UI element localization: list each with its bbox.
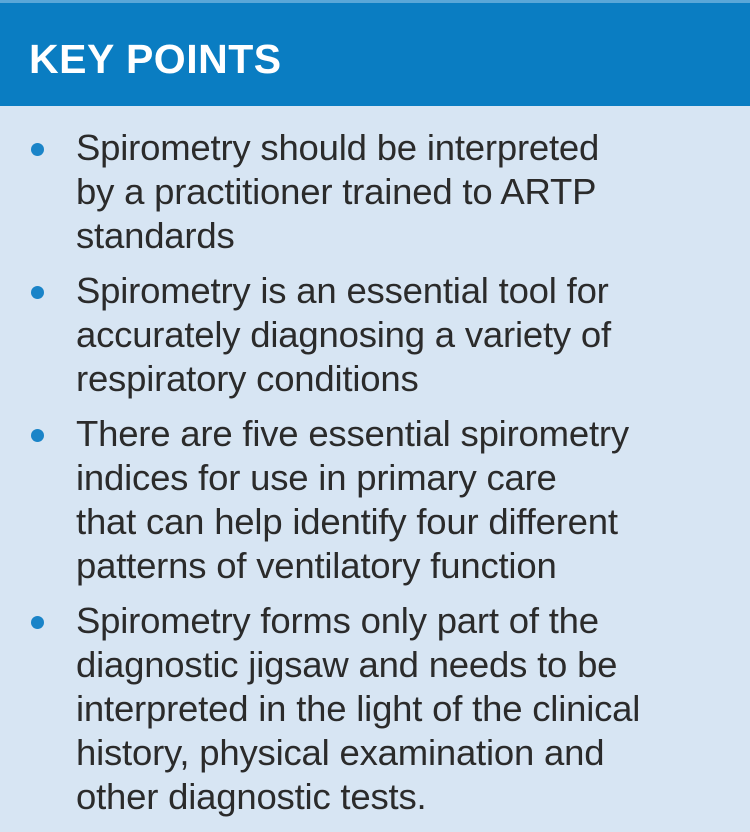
header-title: KEY POINTS — [29, 36, 282, 82]
key-point-line: other diagnostic tests. — [76, 776, 427, 817]
key-point-line: history, physical examination and — [76, 732, 605, 773]
bullet-icon — [31, 616, 44, 629]
key-point-line: accurately diagnosing a variety of — [76, 314, 611, 355]
key-point-line: Spirometry is an essential tool for — [76, 270, 609, 311]
key-point-line: patterns of ventilatory function — [76, 545, 557, 586]
key-points-list — [0, 126, 750, 830]
bullet-icon — [31, 286, 44, 299]
key-point-line: Spirometry should be interpreted — [76, 127, 600, 168]
key-point-line: standards — [76, 215, 235, 256]
key-point-line: interpreted in the light of the clinical — [76, 688, 641, 729]
key-point-item — [0, 269, 750, 401]
key-point-line: that can help identify four different — [76, 501, 618, 542]
key-point-item — [0, 126, 750, 258]
key-points-header — [0, 0, 750, 106]
key-point-line: Spirometry forms only part of the — [76, 600, 599, 641]
key-point-line: diagnostic jigsaw and needs to be — [76, 644, 618, 685]
key-point-item — [0, 412, 750, 588]
key-point-line: respiratory conditions — [76, 358, 419, 399]
key-point-line: indices for use in primary care — [76, 457, 557, 498]
key-point-line: by a practitioner trained to ARTP — [76, 171, 597, 212]
bullet-icon — [31, 143, 44, 156]
key-point-item — [0, 599, 750, 819]
key-point-line: There are five essential spirometry — [76, 413, 629, 454]
bullet-icon — [31, 429, 44, 442]
